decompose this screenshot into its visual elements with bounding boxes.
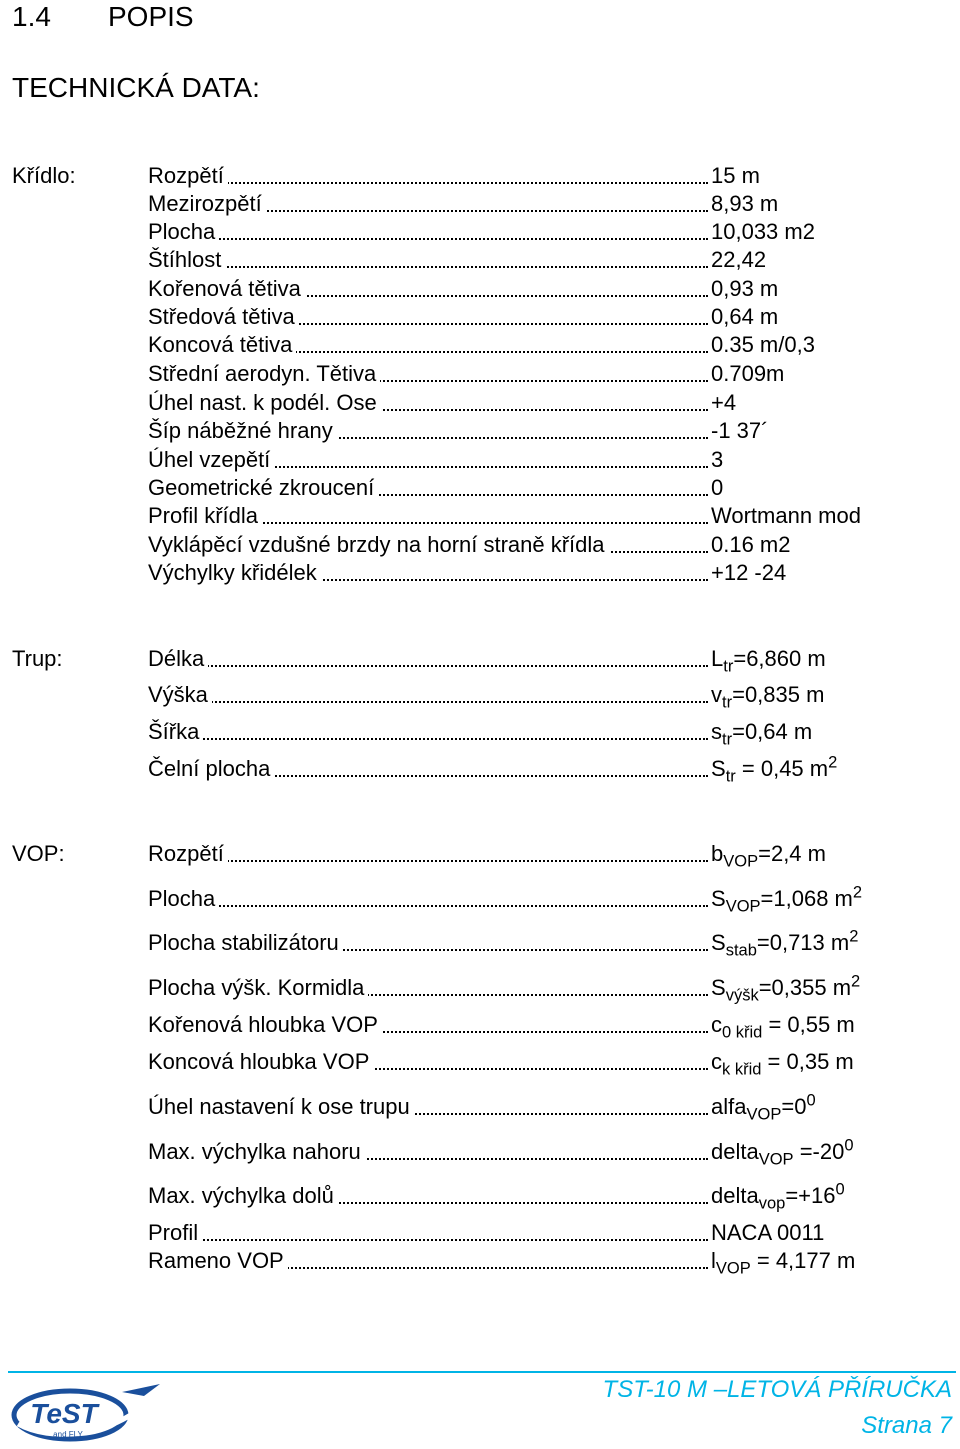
spec-value [711,681,825,712]
spec-row [148,275,852,303]
spec-label: Rozpětí [148,840,228,868]
spec-row [148,446,852,474]
spec-amount: =0 [781,1094,807,1119]
leader-dots [148,1239,708,1241]
leader-dots [148,701,708,703]
spec-value: 15 m [711,163,760,188]
spec-amount: = 4,177 m [750,1248,856,1273]
spec-symbol: S [711,930,726,955]
spec-symbol: delta [711,1183,759,1208]
spec-value: 8,93 m [711,191,779,216]
spec-label: Úhel nast. k podél. Ose [148,389,381,417]
spec-row [148,389,852,417]
manual-title: TST-10 M –LETOVÁ PŘÍRUČKA [602,1376,952,1403]
spec-row [148,681,852,712]
spec-amount: =+16 [785,1183,836,1208]
spec-superscript: 0 [844,1136,854,1155]
spec-symbol: L [711,646,724,671]
spec-value [711,927,859,960]
spec-label: Šíp náběžné hrany [148,417,337,445]
spec-subscript: VOP [758,1150,794,1169]
spec-label: Plocha [148,218,219,246]
spec-label: Rozpětí [148,162,228,190]
spec-label: Střední aerodyn. Tětiva [148,360,380,388]
spec-superscript: 0 [806,1091,816,1110]
spec-value [711,645,826,676]
spec-subscript: VOP [723,852,759,871]
spec-value [711,840,826,871]
spec-value: 0,64 m [711,304,779,329]
spec-value: 10,033 m2 [711,219,815,244]
spec-row [148,1219,852,1247]
spec-row [148,331,852,359]
spec-label: Max. výchylka dolů [148,1182,338,1210]
spec-subscript: VOP [725,897,761,916]
spec-label: Koncová tětiva [148,331,296,359]
spec-label: Úhel vzepětí [148,446,274,474]
logo-subtext: and FLY [53,1430,83,1439]
page-number: Strana 7 [861,1412,952,1439]
fuselage-section-label: Trup: [12,646,63,671]
spec-subscript: výšk [725,986,759,1005]
spec-subscript: VOP [715,1259,751,1278]
spec-value: 0.709m [711,361,785,386]
spec-value [711,1247,856,1278]
spec-superscript: 0 [835,1180,845,1199]
spec-row [148,1247,856,1278]
spec-subscript: tr [722,693,733,712]
spec-row [148,246,852,274]
spec-subscript: 0 křid [722,1023,763,1042]
spec-amount: =0,835 m [732,682,825,707]
spec-label: Max. výchylka nahoru [148,1138,365,1166]
spec-value: 0 [711,475,724,500]
spec-label: Kořenová tětiva [148,275,305,303]
spec-value [711,1091,816,1124]
vop-section-label: VOP: [12,841,65,866]
spec-row [148,218,852,246]
spec-row [148,972,861,1005]
spec-amount: = 0,45 m [735,756,829,781]
spec-label: Plocha [148,885,219,913]
leader-dots [148,266,708,268]
spec-label: Profil křídla [148,502,262,530]
leader-dots [148,860,708,862]
spec-row [148,645,852,676]
spec-row [148,927,859,960]
spec-amount: =2,4 m [758,841,826,866]
spec-symbol: alfa [711,1094,747,1119]
section-title: POPIS [108,1,194,32]
spec-label: Štíhlost [148,246,225,274]
footer-divider [8,1371,956,1373]
spec-row [148,502,861,530]
leader-dots [148,665,708,667]
spec-amount: =0,355 m [758,975,852,1000]
spec-value: +12 -24 [711,560,787,585]
spec-row [148,417,852,445]
spec-superscript: 2 [852,883,863,902]
spec-label: Čelní plocha [148,755,274,783]
spec-label: Úhel nastavení k ose trupu [148,1093,414,1121]
spec-symbol: c [711,1049,722,1074]
spec-symbol: NACA 0011 [711,1220,825,1245]
spec-label: Mezirozpětí [148,190,266,218]
spec-symbol: S [711,975,726,1000]
spec-row [148,474,852,502]
spec-label: Koncová hloubka VOP [148,1048,373,1076]
spec-row [148,1091,852,1124]
spec-row [148,162,852,190]
spec-row [148,718,852,749]
spec-symbol: S [711,756,726,781]
spec-row [148,1180,852,1213]
spec-row [148,1048,854,1079]
spec-superscript: 2 [851,972,861,991]
spec-value: 0.16 m2 [711,532,791,557]
spec-amount: =1,068 m [760,886,853,911]
spec-subscript: k křid [722,1060,762,1079]
spec-value: 0,93 m [711,276,779,301]
spec-value [711,972,861,1005]
spec-subscript: stab [725,941,757,960]
spec-symbol: l [711,1248,716,1273]
leader-dots [148,905,708,907]
logo-text: TeST [30,1398,98,1429]
spec-label: Plocha výšk. Kormidla [148,974,368,1002]
spec-row [148,1136,854,1169]
spec-symbol: c [711,1012,722,1037]
spec-subscript: tr [725,767,736,786]
spec-label: Geometrické zkroucení [148,474,378,502]
test-logo [10,1382,162,1444]
leader-dots [148,738,708,740]
section-heading [12,0,194,34]
spec-label: Kořenová hloubka VOP [148,1011,382,1039]
spec-value [711,1011,855,1042]
leader-dots [148,182,708,184]
spec-label: Délka [148,645,208,673]
spec-label: Profil [148,1219,202,1247]
spec-value [711,883,863,916]
spec-row [148,303,852,331]
spec-amount: = 0,55 m [762,1012,855,1037]
spec-value [711,1136,854,1169]
spec-row [148,559,852,587]
spec-label: Šířka [148,718,203,746]
spec-label: Rameno VOP [148,1247,288,1275]
spec-subscript: vop [758,1194,786,1213]
spec-amount: =6,860 m [733,646,826,671]
spec-value [711,1219,824,1247]
spec-superscript: 2 [828,753,838,772]
spec-symbol: b [711,841,724,866]
spec-value [711,1048,854,1079]
spec-row [148,190,852,218]
spec-superscript: 2 [849,927,859,946]
spec-value: 3 [711,447,724,472]
spec-row [148,883,863,916]
spec-value [711,1180,845,1213]
technical-data-heading: TECHNICKÁ DATA: [12,72,260,103]
spec-label: Výchylky křidélek [148,559,321,587]
spec-amount: =-20 [793,1139,845,1164]
spec-value: -1 37´ [711,418,769,443]
spec-subscript: tr [723,657,734,676]
spec-label: Plocha stabilizátoru [148,929,343,957]
spec-value [711,753,838,786]
spec-symbol: S [711,886,726,911]
wing-section-label: Křídlo: [12,163,76,188]
airplane-icon [122,1384,160,1396]
section-number: 1.4 [12,1,51,32]
spec-label: Vyklápěcí vzdušné brzdy na horní straně křídla [148,531,609,559]
spec-row [148,531,852,559]
spec-symbol: v [711,682,722,707]
spec-label: Středová tětiva [148,303,299,331]
spec-subscript: VOP [746,1105,782,1124]
spec-value [711,718,813,749]
spec-row [148,1011,855,1042]
spec-row [148,753,852,786]
spec-amount: =0,64 m [732,719,813,744]
spec-value: 0.35 m/0,3 [711,332,815,357]
spec-value: Wortmann mod [711,503,861,528]
spec-row [148,360,852,388]
spec-symbol: delta [711,1139,759,1164]
spec-symbol: s [711,719,722,744]
spec-subscript: tr [722,730,733,749]
spec-value: +4 [711,390,737,415]
spec-row [148,840,852,871]
spec-amount: = 0,35 m [761,1049,854,1074]
leader-dots [148,238,708,240]
spec-amount: =0,713 m [756,930,850,955]
spec-label: Výška [148,681,212,709]
spec-value: 22,42 [711,247,767,272]
